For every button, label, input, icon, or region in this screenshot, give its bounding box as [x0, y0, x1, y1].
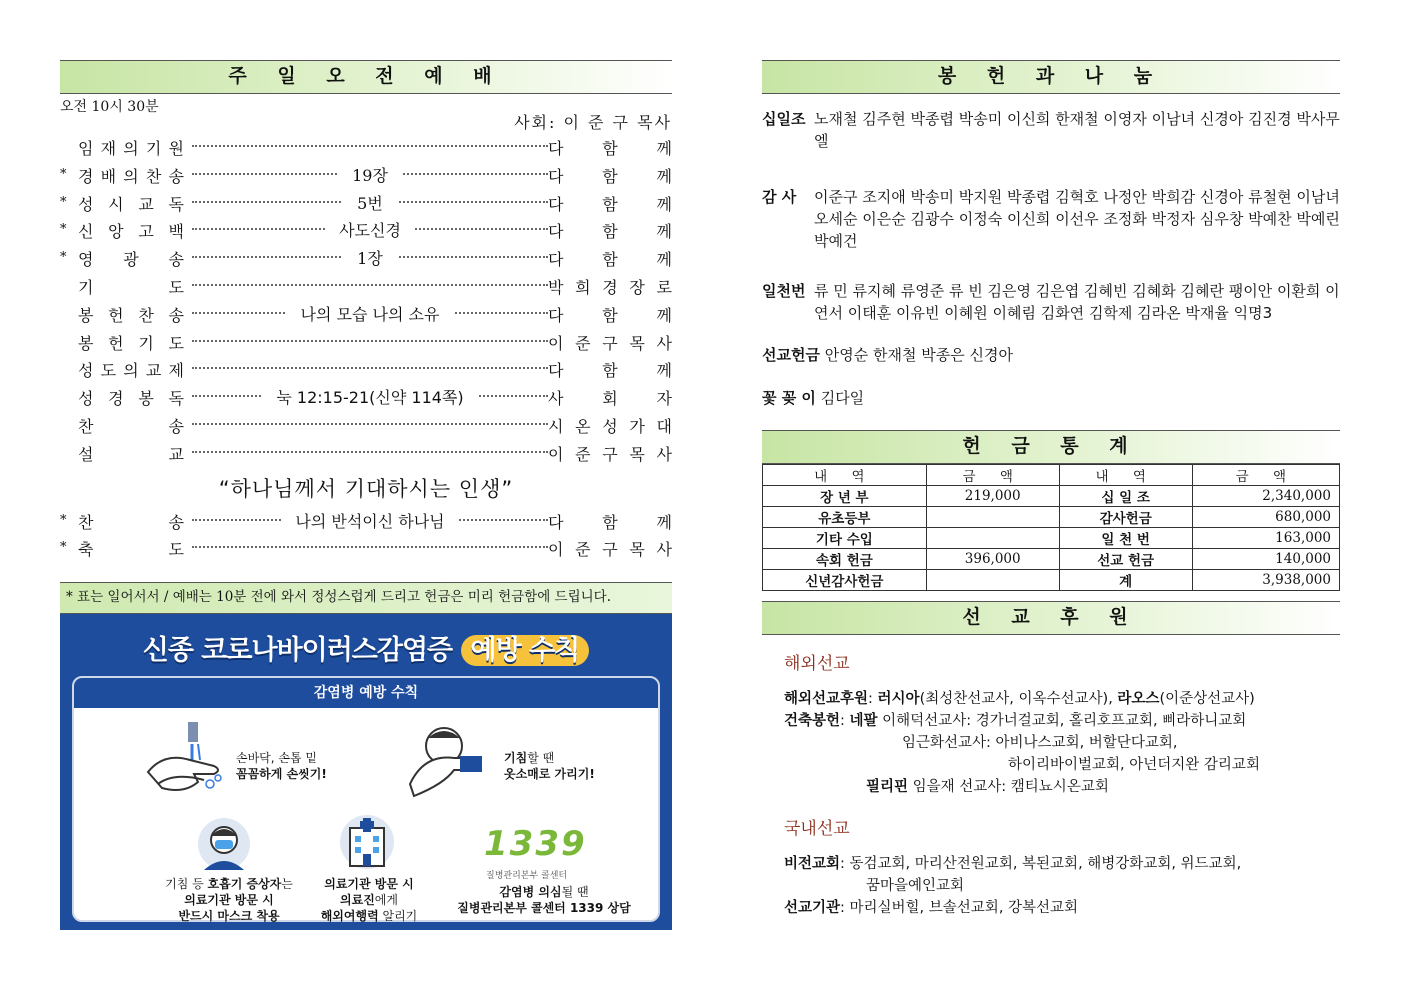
order-item-detail	[192, 509, 548, 532]
standing-notice: * 표는 일어서서 / 예배는 10분 전에 와서 정성스럽게 드리고 헌금은 미리 헌금함에 드립니다.	[60, 582, 672, 614]
tip-handwash	[236, 750, 327, 782]
tip-handwash-line2: 꼼꼼하게 손씻기!	[236, 767, 327, 782]
overseas-line-5	[866, 776, 1340, 798]
overseas-heading: 해외선교	[784, 654, 850, 674]
order-item-leader: 다 함 께	[548, 250, 672, 270]
tip-cough	[504, 750, 595, 782]
dm1-line1: : 동검교회, 마리산전원교회, 복된교회, 해병강화교회, 위드교회,	[840, 856, 1242, 872]
order-item-leader: 사 회 자	[548, 389, 672, 409]
stats-label-cell: 계	[1059, 570, 1192, 591]
standing-mark: *	[60, 250, 67, 266]
dot-leader	[192, 284, 548, 286]
presider: 사회: 이 준 구 목사	[514, 113, 672, 132]
missions-title: 선 교 후 원	[762, 601, 1340, 635]
order-item-name: 봉 헌 찬 송	[78, 305, 184, 325]
stats-amount-cell: 2,340,000	[1192, 486, 1339, 507]
stats-header-row	[763, 465, 1340, 486]
order-item-detail	[192, 246, 548, 269]
order-item-leader: 다 함 께	[548, 222, 672, 242]
order-item-name: 경 배 의 찬 송	[78, 166, 184, 186]
ov1-detail2: (이준상선교사)	[1159, 691, 1255, 707]
stats-label-cell: 감사헌금	[1059, 507, 1192, 528]
stats-label-cell: 유초등부	[763, 507, 927, 528]
dot-leader	[192, 451, 548, 453]
dot-leader	[192, 340, 548, 342]
order-item-detail-text: 19장	[338, 166, 402, 185]
worship-title: 주 일 오 전 예 배	[60, 60, 672, 94]
thanks-block	[762, 186, 1340, 252]
standing-mark: *	[60, 540, 67, 556]
order-row	[60, 507, 672, 535]
thanks-names: 이준구 조지애 박송미 박지원 박종렵 김혁호 나정안 박희감 신경아 류철현 이남녀 오세순 이은순 김광수 이정숙 이신희 이선우 조정화 박정자 심우창 박예찬 박예린 박예건	[814, 188, 1340, 250]
donation-title: 봉 헌 과 나 눔	[762, 60, 1340, 94]
order-row	[60, 244, 672, 272]
dm2-label: 선교기관	[784, 900, 841, 916]
dot-leader	[192, 367, 548, 369]
order-item-leader: 이 준 구 목 사	[548, 444, 672, 464]
hotline-number: 1339	[484, 824, 587, 865]
order-row	[60, 328, 672, 356]
stats-label-cell: 선교 헌금	[1059, 549, 1192, 570]
flower-label: 꽃 꽂 이	[762, 389, 816, 407]
order-item-name: 성 경 봉 독	[78, 389, 184, 409]
order-row	[60, 189, 672, 217]
order-row	[60, 300, 672, 328]
order-item-detail-text: 사도신경	[325, 221, 415, 240]
ov2-label: 건축봉헌	[784, 713, 841, 729]
tip-travel-c: 에게	[374, 893, 398, 908]
order-item-name: 찬 송	[78, 416, 184, 436]
order-row	[60, 355, 672, 383]
offering-stats-table	[762, 464, 1340, 591]
order-item-name: 성 시 교 독	[78, 194, 184, 214]
ov1-sep: :	[868, 691, 878, 707]
order-item-leader: 시 온 성 가 대	[548, 416, 672, 436]
tip-hotline-a: 감염병 의심	[499, 885, 562, 900]
tip-hotline-c: 질병관리본부 콜센터 1339 상담	[457, 901, 631, 916]
order-item-detail	[192, 385, 548, 408]
stats-label-cell: 십 일 조	[1059, 486, 1192, 507]
order-item-leader: 다 함 께	[548, 194, 672, 214]
table-row	[763, 549, 1340, 570]
hospital-icon	[336, 814, 398, 870]
ilcheon-block	[762, 280, 1340, 324]
dot-leader	[192, 546, 548, 548]
poster-title-highlight: 예방 수칙	[461, 635, 590, 666]
stats-header-cell: 내 역	[1059, 465, 1192, 486]
sermon-title: “하나님께서 기대하시는 인생”	[218, 476, 514, 501]
poster-title	[60, 628, 672, 667]
service-time: 오전 10시 30분	[60, 99, 159, 115]
domestic-line-3	[784, 897, 1340, 919]
order-item-detail-text: 나의 모습 나의 소유	[287, 305, 454, 324]
standing-mark: *	[60, 512, 67, 528]
tip-travel-d: 해외여행력	[320, 909, 379, 924]
tip-handwash-line1: 손바닥, 손톱 밑	[236, 751, 317, 766]
order-row	[60, 439, 672, 467]
order-item-name: 설 교	[78, 444, 184, 464]
stats-amount-cell: 3,938,000	[1192, 570, 1339, 591]
order-item-leader: 다 함 께	[548, 361, 672, 381]
order-item-name: 축 도	[78, 540, 184, 560]
hotline-caption: 질병관리본부 콜센터	[486, 871, 568, 882]
worship-order-list	[60, 133, 672, 467]
cough-sleeve-icon	[404, 724, 488, 802]
tip-hotline-b: 될 땐	[561, 885, 589, 900]
ov2-country1: 네팔	[849, 713, 878, 729]
ilcheon-names: 류 민 류지혜 류영준 류 빈 김은영 김은엽 김혜빈 김혜화 김혜란 팽이안 이환희 이연서 이태훈 이유빈 이혜원 이혜림 김화연 김학제 김라온 박재율 익명3	[814, 282, 1340, 322]
order-row	[60, 411, 672, 439]
tip-mask-d: 의료기관 방문 시	[184, 893, 274, 908]
ov1-country2: 라오스	[1117, 691, 1160, 707]
ilcheon-label: 일천번	[762, 282, 806, 300]
stats-amount-cell: 219,000	[926, 486, 1059, 507]
overseas-line-4: 하이리바이벌교회, 아넌더지완 감리교회	[1008, 757, 1260, 773]
stats-amount-cell	[926, 528, 1059, 549]
dot-leader	[192, 423, 548, 425]
order-item-leader: 이 준 구 목 사	[548, 333, 672, 353]
order-item-leader: 다 함 께	[548, 166, 672, 186]
standing-mark: *	[60, 166, 67, 182]
order-row	[60, 216, 672, 244]
stats-label-cell: 신년감사헌금	[763, 570, 927, 591]
mission-offering-names: 안영순 한재철 박종은 신경아	[824, 346, 1013, 364]
tip-cough-line2: 옷소매로 가리기!	[504, 767, 595, 782]
stats-header-cell: 금 액	[926, 465, 1059, 486]
flower-line	[762, 387, 1340, 408]
order-item-detail-text: 눅 12:15-21(신약 114쪽)	[262, 388, 477, 407]
order-item-detail-text: 나의 반석이신 하나님	[281, 512, 458, 531]
stats-amount-cell	[926, 507, 1059, 528]
dot-leader	[192, 145, 548, 147]
order-row	[60, 383, 672, 411]
stats-amount-cell: 163,000	[1192, 528, 1339, 549]
poster-title-main: 신종 코로나바이러스감염증	[142, 635, 461, 667]
ov1-country1: 러시아	[877, 691, 920, 707]
order-item-name: 임 재 의 기 원	[78, 139, 184, 158]
tip-mask-e: 반드시 마스크 착용	[178, 909, 280, 924]
order-row	[60, 534, 672, 562]
stats-amount-cell: 140,000	[1192, 549, 1339, 570]
table-row	[763, 570, 1340, 591]
dm1-label: 비전교회	[784, 856, 841, 872]
domestic-line-1	[784, 853, 1340, 875]
order-item-leader: 다 함 께	[548, 305, 672, 325]
flower-names: 김다일	[820, 389, 865, 407]
table-row	[763, 486, 1340, 507]
order-item-detail	[192, 218, 548, 241]
order-item-leader: 박 희 경 장 로	[548, 277, 672, 297]
order-item-detail	[192, 302, 548, 325]
overseas-line-3: 임근화선교사: 아비나스교회, 버할단다교회,	[902, 735, 1178, 751]
thanks-label: 감 사	[762, 188, 797, 206]
stats-label-cell: 일 천 번	[1059, 528, 1192, 549]
offering-column	[762, 60, 1340, 919]
order-item-detail-text: 5번	[343, 194, 397, 213]
order-item-name: 찬 송	[78, 512, 184, 532]
order-row	[60, 272, 672, 300]
tip-travel-e: 알리기	[378, 909, 418, 924]
tip-mask-a: 기침 등	[165, 877, 208, 892]
stats-label-cell: 기타 수입	[763, 528, 927, 549]
order-item-leader: 다 함 께	[548, 139, 672, 158]
order-item-name: 기 도	[78, 277, 184, 297]
ov1-label: 해외선교후원	[784, 691, 869, 707]
order-item-leader: 이 준 구 목 사	[548, 540, 672, 560]
mask-person-icon	[194, 818, 254, 870]
worship-closing-list	[60, 507, 672, 563]
dm2-line1: : 마리실버힐, 브솔선교회, 강복선교회	[840, 900, 1079, 916]
tip-cough-rest: 할 땐	[527, 751, 555, 766]
ov1-detail1: (최성찬선교사, 이옥수선교사),	[919, 691, 1118, 707]
handwash-icon	[144, 722, 226, 800]
tip-hotline	[444, 884, 644, 916]
order-item-detail	[192, 163, 548, 186]
stats-label-cell: 속회 헌금	[763, 549, 927, 570]
ov2-country2: 필리핀	[866, 779, 909, 795]
tithe-label: 십일조	[762, 110, 806, 128]
table-row	[763, 507, 1340, 528]
worship-column	[60, 60, 672, 930]
order-item-leader: 다 함 께	[548, 512, 672, 532]
standing-mark: *	[60, 222, 67, 238]
order-item-name: 영 광 송	[78, 250, 184, 270]
tip-cough-bold: 기침	[504, 751, 528, 766]
order-item-name: 신 앙 고 백	[78, 222, 184, 242]
tip-mask-b: 호흡기 증상자	[207, 877, 282, 892]
order-item-name: 봉 헌 기 도	[78, 333, 184, 353]
table-row	[763, 528, 1340, 549]
stats-title: 헌 금 통 계	[762, 430, 1340, 464]
tip-travel-b: 의료진	[340, 893, 375, 908]
order-row	[60, 161, 672, 189]
standing-mark: *	[60, 194, 67, 210]
covid-prevention-poster	[60, 614, 672, 930]
tip-travel	[294, 876, 444, 924]
order-row	[60, 133, 672, 161]
overseas-line-1	[784, 688, 1340, 710]
overseas-line-2	[784, 710, 1340, 732]
stats-label-cell: 장 년 부	[763, 486, 927, 507]
ov2-line4: 임을재 선교사: 캠티뇨시온교회	[908, 779, 1109, 795]
stats-header-cell: 내 역	[763, 465, 927, 486]
tip-mask-c: 는	[281, 877, 293, 892]
domestic-line-2: 꿈마을예인교회	[866, 878, 965, 894]
stats-amount-cell	[926, 570, 1059, 591]
mission-offering-line	[762, 344, 1340, 365]
ov2-sep: :	[840, 713, 850, 729]
ov2-line1: 이해덕선교사: 경가너걸교회, 홀리호프교회, 삐라하니교회	[877, 713, 1247, 729]
poster-subtitle: 감염병 예방 수칙	[74, 678, 658, 708]
stats-amount-cell: 680,000	[1192, 507, 1339, 528]
mission-offering-label: 선교헌금	[762, 346, 820, 364]
domestic-heading: 국내선교	[784, 819, 850, 839]
stats-amount-cell: 396,000	[926, 549, 1059, 570]
tithe-names: 노재철 김주현 박종렵 박송미 이신희 한재철 이영자 이남녀 신경아 김진경 박사무엘	[814, 110, 1340, 150]
poster-panel	[72, 676, 660, 922]
order-item-detail-text: 1장	[343, 249, 397, 268]
order-item-detail	[192, 191, 548, 214]
stats-body	[763, 486, 1340, 591]
tithe-block	[762, 108, 1340, 152]
order-item-name: 성 도 의 교 제	[78, 361, 184, 381]
stats-header-cell: 금 액	[1192, 465, 1339, 486]
tip-travel-a: 의료기관 방문 시	[324, 877, 414, 892]
